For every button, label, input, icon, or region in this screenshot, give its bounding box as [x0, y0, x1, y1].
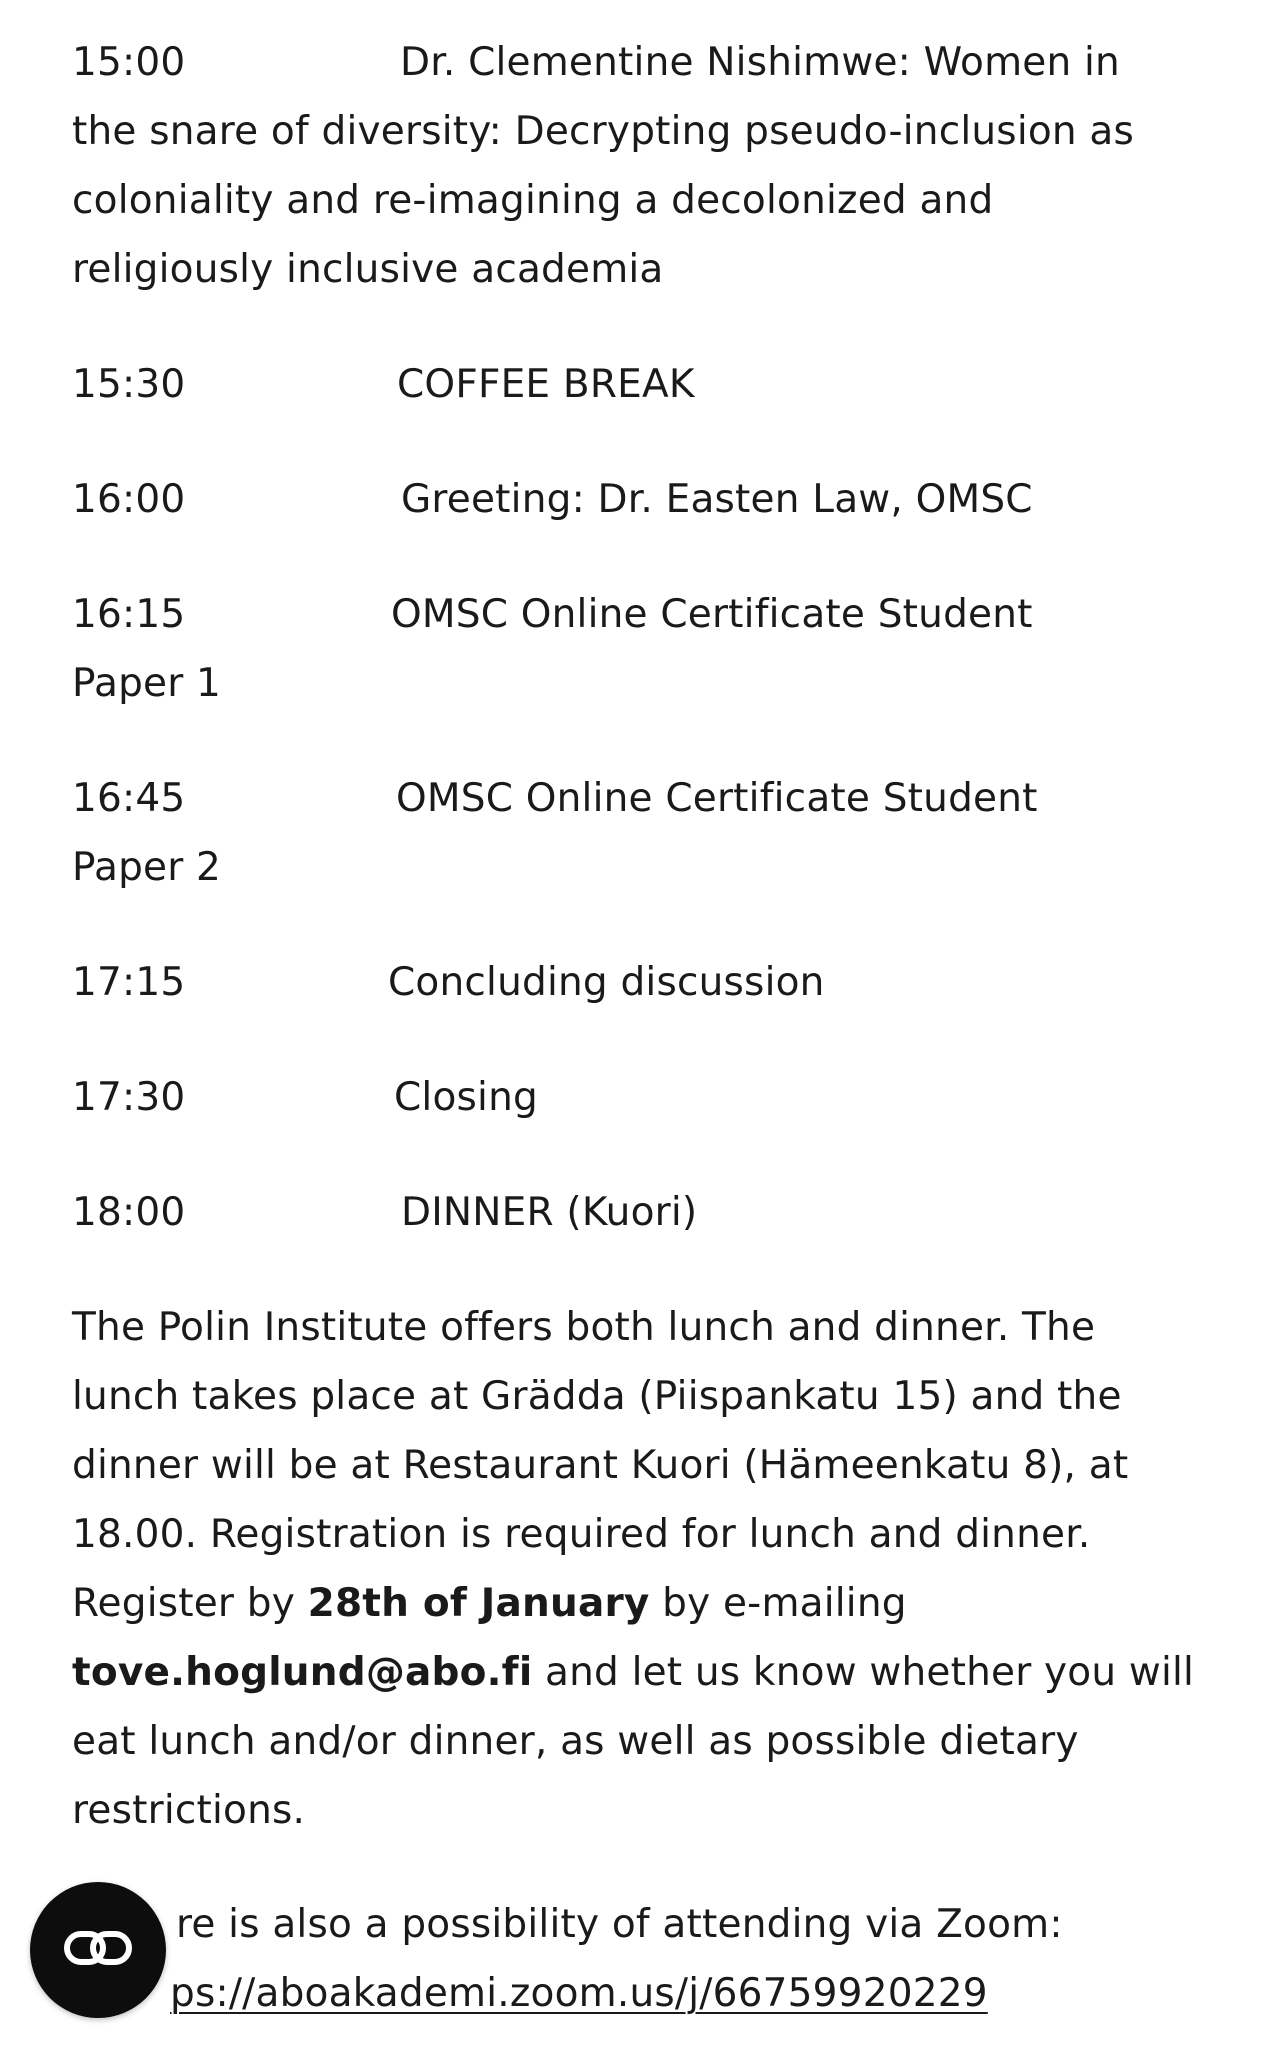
link-icon: [63, 1928, 133, 1972]
zoom-info: [72, 1890, 1202, 2028]
schedule-title-continued: Paper 1: [72, 661, 222, 706]
schedule-title: OMSC Online Certificate Student: [391, 592, 1033, 637]
schedule-time: 16:00: [72, 477, 186, 522]
schedule-title: COFFEE BREAK: [397, 362, 695, 407]
contact-email[interactable]: tove.hoglund@abo.fi: [72, 1650, 533, 1695]
schedule-time: 15:30: [72, 362, 186, 407]
schedule-item: [72, 948, 1202, 1017]
zoom-link[interactable]: ps://aboakademi.zoom.us/j/66759920229: [170, 1971, 988, 2016]
schedule-time: 17:15: [72, 960, 186, 1005]
info-text: The Polin Institute offers both lunch and dinner. The lunch takes place at Grädda (Piispankatu 15) and the dinner will be at Restaurant Kuori (Hämeenkatu 8), at 18.00. Registration is required for lunch and dinner. Register by: [72, 1305, 1129, 1626]
schedule-item: [72, 28, 1202, 304]
schedule-item: [72, 764, 1202, 902]
schedule-item: [72, 1178, 1202, 1247]
schedule-title-continued: the snare of diversity: Decrypting pseudo-inclusion as coloniality and re-imagining a decolonized and religiously inclusive academia: [72, 109, 1135, 292]
schedule-item: [72, 1063, 1202, 1132]
info-text: by e-mailing: [649, 1581, 907, 1626]
schedule-time: 16:45: [72, 776, 186, 821]
schedule-item: [72, 465, 1202, 534]
info-text: and let us know whether you will eat lunch and/or dinner, as well as possible dietary restrictions.: [72, 1650, 1195, 1833]
zoom-text: re is also a possibility of attending via Zoom:: [176, 1902, 1063, 1947]
schedule-time: 18:00: [72, 1190, 186, 1235]
schedule-item: [72, 580, 1202, 718]
schedule-title: Concluding discussion: [388, 960, 825, 1005]
schedule-title: Greeting: Dr. Easten Law, OMSC: [401, 477, 1033, 522]
schedule-item: [72, 350, 1202, 419]
schedule-title: OMSC Online Certificate Student: [396, 776, 1038, 821]
schedule-time: 16:15: [72, 592, 186, 637]
registration-info: [72, 1293, 1202, 1845]
floating-link-button[interactable]: [30, 1882, 166, 2018]
schedule-title: Closing: [394, 1075, 538, 1120]
registration-deadline: 28th of January: [307, 1581, 650, 1626]
schedule-title: DINNER (Kuori): [401, 1190, 698, 1235]
schedule-title-continued: Paper 2: [72, 845, 222, 890]
schedule-title: Dr. Clementine Nishimwe: Women in: [400, 40, 1120, 85]
schedule-time: 15:00: [72, 40, 186, 85]
schedule-time: 17:30: [72, 1075, 186, 1120]
